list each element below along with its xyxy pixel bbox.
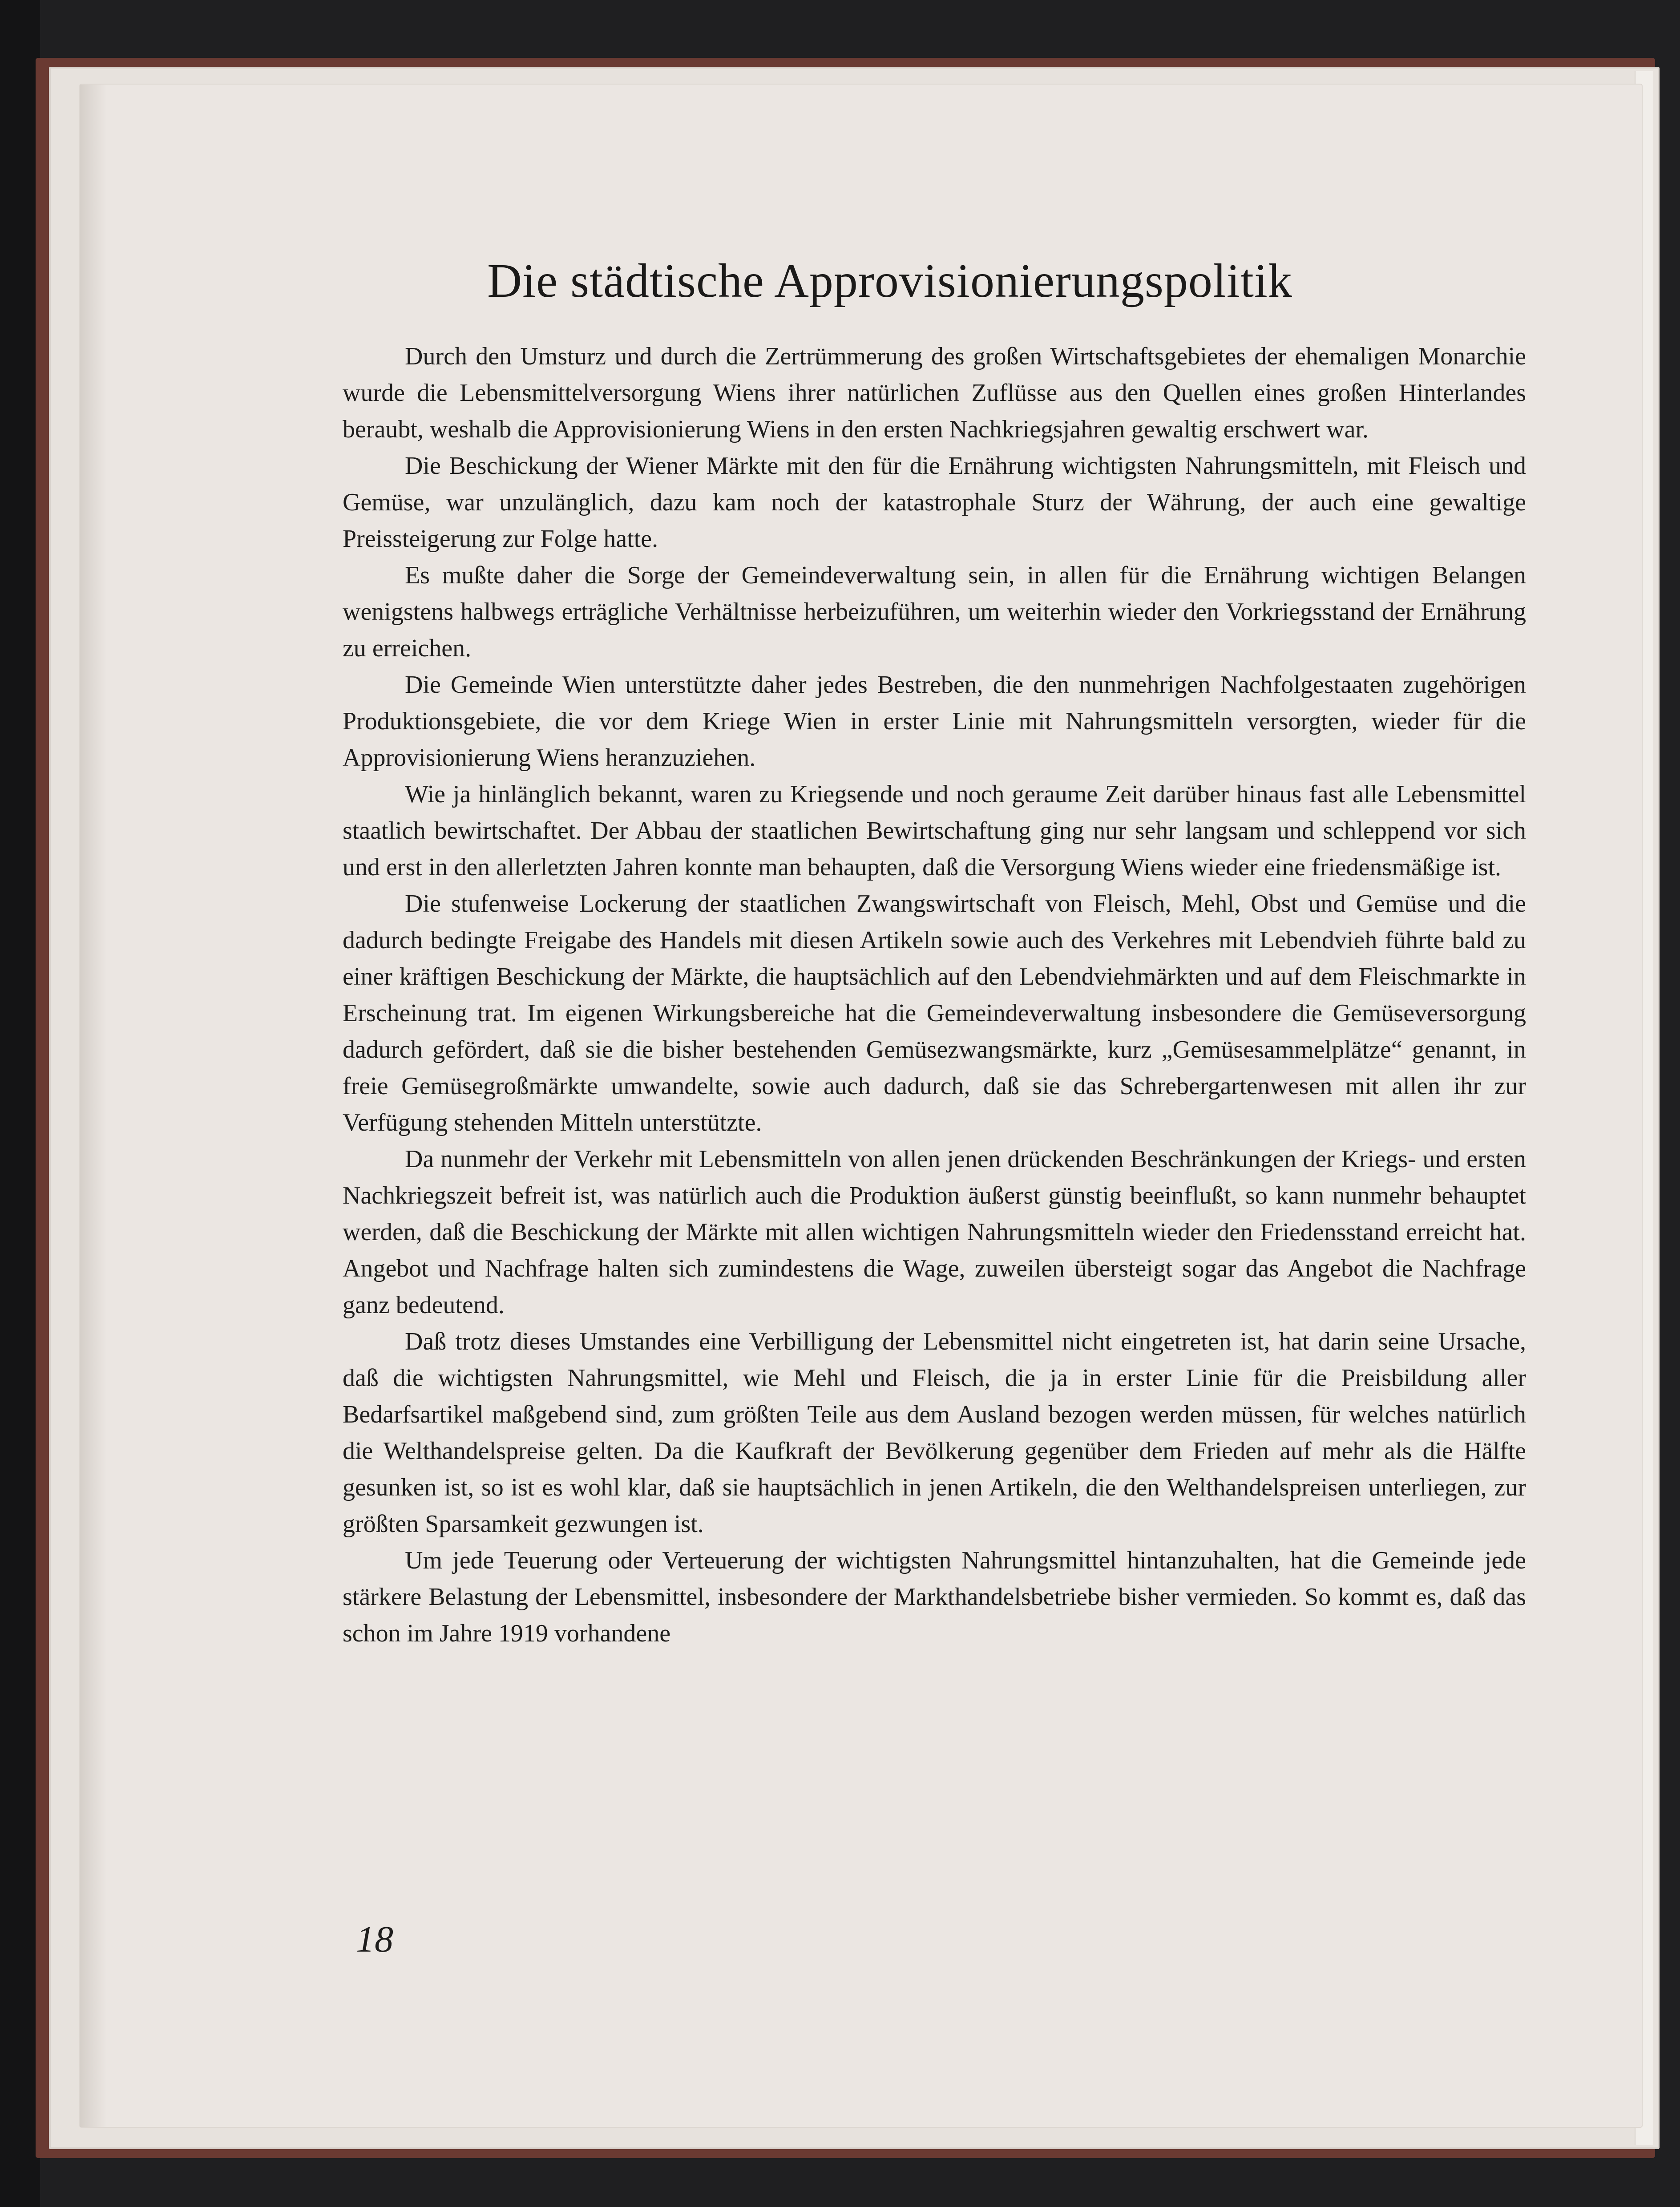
gutter-shadow bbox=[80, 85, 107, 2127]
book-cover-left bbox=[0, 0, 40, 2207]
paragraph: Die Beschickung der Wiener Märkte mit den für die Ernährung wichtigsten Nahrungsmitteln, mit Fleisch und Gemüse, war unzulänglich, dazu kam noch der katastrophale Sturz der Währung, der auch eine gewaltige Preissteigerung zur Folge hatte. bbox=[343, 452, 1526, 553]
page-title: Die städtische Approvisionierungspolitik bbox=[487, 255, 1292, 307]
paragraph: Die Gemeinde Wien unterstützte daher jedes Bestreben, die den nunmehrigen Nachfolgestaaten zugehörigen Produktionsgebiete, die vor dem Kriege Wien in erster Linie mit Nahrungsmitteln versorgten, wieder für die Approvisionierung Wiens heranzuziehen. bbox=[343, 671, 1526, 772]
paragraph: Durch den Umsturz und durch die Zertrümmerung des großen Wirtschaftsgebietes der ehemaligen Monarchie wurde die Lebensmittelversorgung Wiens ihrer natürlichen Zuflüsse aus den Quellen eines großen Hinterlandes beraubt, weshalb die Approvisionierung Wiens in den ersten Nachkriegsjahren gewaltig erschwert war. bbox=[343, 343, 1526, 443]
paragraph: Wie ja hinlänglich bekannt, waren zu Kriegsende und noch geraume Zeit darüber hinaus fast alle Lebensmittel staatlich bewirtschaftet. Der Abbau der staatlichen Bewirtschaftung ging nur sehr langsam und schleppend vor sich und erst in den allerletzten Jahren konnte man behaupten, daß die Versorgung Wiens wieder eine friedensmäßige ist. bbox=[343, 780, 1526, 881]
body-text bbox=[343, 338, 1526, 1652]
paragraph: Es mußte daher die Sorge der Gemeindeverwaltung sein, in allen für die Ernährung wichtigen Belangen wenigstens halbwegs erträgliche Verhältnisse herbeizuführen, um weiterhin wieder den Vorkriegsstand der Ernährung zu erreichen. bbox=[343, 562, 1526, 662]
paragraph: Daß trotz dieses Umstandes eine Verbilligung der Lebensmittel nicht eingetreten ist, hat darin seine Ursache, daß die wichtigsten Nahrungsmittel, wie Mehl und Fleisch, die ja in erster Linie für die Preisbildung aller Bedarfsartikel maßgebend sind, zum größten Teile aus dem Ausland bezogen werden müssen, für welches natürlich die Welthandelspreise gelten. Da die Kaufkraft der Bevölkerung gegenüber dem Frieden auf mehr als die Hälfte gesunken ist, so ist es wohl klar, daß sie hauptsächlich in jenen Artikeln, die den Welthandelspreisen unterliegen, zur größten Sparsamkeit gezwungen ist. bbox=[343, 1328, 1526, 1538]
paragraph: Die stufenweise Lockerung der staatlichen Zwangswirtschaft von Fleisch, Mehl, Obst und Gemüse und die dadurch bedingte Freigabe des Handels mit diesen Artikeln sowie auch des Verkehres mit Lebendvieh führte bald zu einer kräftigen Beschickung der Märkte, die hauptsächlich auf den Lebendviehmärkten und auf dem Fleischmarkte in Erscheinung trat. Im eigenen Wirkungsbereiche hat die Gemeindeverwaltung insbesondere die Gemüseversorgung dadurch gefördert, daß sie die bisher bestehenden Gemüsezwangsmärkte, kurz „Gemüsesammelplätze“ genannt, in freie Gemüsegroßmärkte umwandelte, sowie auch dadurch, daß sie das Schrebergartenwesen mit allen ihr zur Verfügung stehenden Mitteln unterstützte. bbox=[343, 890, 1526, 1136]
paragraph: Um jede Teuerung oder Verteuerung der wichtigsten Nahrungsmittel hintanzuhalten, hat die Gemeinde jede stärkere Belastung der Lebensmittel, insbesondere der Markthandelsbetriebe bisher vermieden. So kommt es, daß das schon im Jahre 1919 vorhandene bbox=[343, 1547, 1526, 1647]
page-number: 18 bbox=[356, 1919, 393, 1960]
paragraph: Da nunmehr der Verkehr mit Lebensmitteln von allen jenen drückenden Beschränkungen der Kriegs- und ersten Nachkriegszeit befreit ist, was natürlich auch die Produktion äußerst günstig beeinflußt, so kann nunmehr behauptet werden, daß die Beschickung der Märkte mit allen wichtigen Nahrungsmitteln wieder den Friedensstand erreicht hat. Angebot und Nachfrage halten sich zumindestens die Wage, zuweilen übersteigt sogar das Angebot die Nachfrage ganz bedeutend. bbox=[343, 1145, 1526, 1319]
